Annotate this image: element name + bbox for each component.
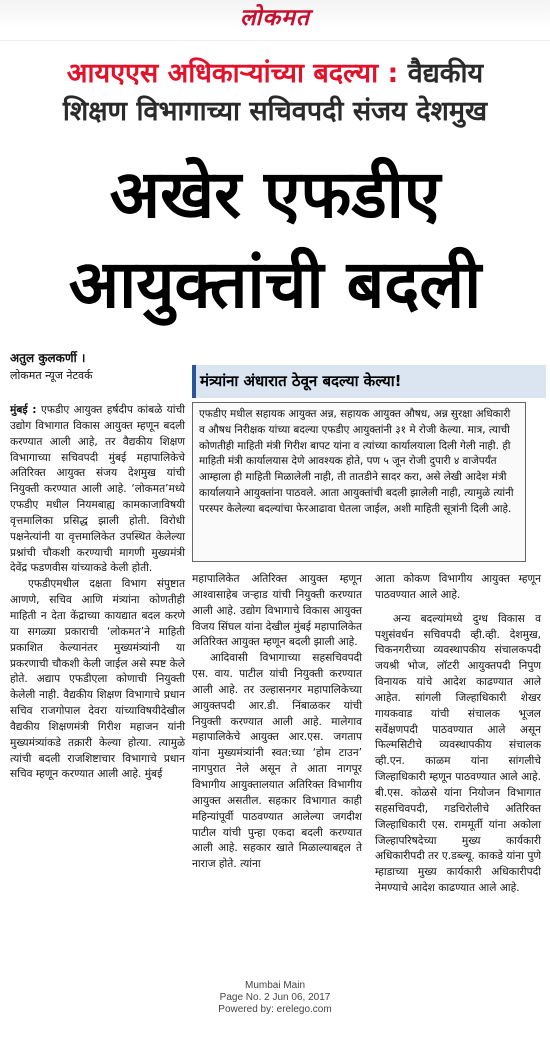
dateline: मुंबई :: [10, 404, 37, 416]
kicker-line-2: शिक्षण विभागाच्या सचिवपदी संजय देशमुख: [62, 96, 488, 127]
kicker-black-text: वैद्यकीय: [398, 58, 484, 89]
lokmat-logo: लोकमत: [239, 4, 311, 31]
article-column-2: [192, 572, 362, 873]
page-date-label: Page No. 2 Jun 06, 2017: [219, 992, 331, 1003]
column-1-paragraph-2: एफडीएमधील दक्षता विभाग संपुष्टात आणणे, सचिव आणि मंत्र्यांना कोणतीही माहिती न देता केंद्राच्या कायद्यात बदल करणे या सगळ्या प्रकाराची ‘लोकमत’ने माहिती प्रकाशित केल्यानंतर मुख्यमंत्र्यांनी या प्रकरणाची चौकशी केली जाईल असे स्पष्ट केले होते. अद्याप एफडीएला कोणाची नियुक्ती केलेली नाही. वैद्यकीय शिक्षण विभागाचे प्रधान सचिव राजगोपाल देवरा यांच्याविषयीदेखील वैद्यकीय शिक्षणमंत्री गिरीश महाजन यांनी मुख्यमंत्र्यांकडे तक्रारी केल्या होत्या. त्यामुळे त्यांची बदली राजशिष्टाचार विभागाचे प्रधान सचिव म्हणून करण्यात आली आहे. मुंबई: [10, 578, 185, 781]
column-3-paragraph-2: अन्य बदल्यांमध्ये दुग्ध विकास व पशुसंवर्धन सचिवपदी व्ही.व्ही. देशमुख, चिकनगरीच्या व्यवस्थापकीय संचालकपदी जयश्री भोज, लॉटरी आयुक्तपदी निपुण विनायक यांचे आदेश काढण्यात आले आहेत. सांगली जिल्हाधिकारी शेखर गायकवाड यांची संचालक भूजल सर्वेक्षणपदी पाठवण्यात आले असून फिल्मसिटीचे व्यवस्थापकीय संचालक व्ही.एन. काळम यांना सांगलीचे जिल्हाधिकारी म्हणून पाठवण्यात आले आहे. बी.एस. कोळसे यांना नियोजन विभागात सहसचिवपदी, गडचिरोलीचे अतिरिक्त जिल्हाधिकारी एस. राममूर्ती यांना अकोला जिल्हापरिषदेच्या मुख्य कार्यकारी अधिकारीपदी तर ए.डब्ल्यू. काकडे यांना पुणे म्हाडाच्या मुख्य कार्यकारी अधिकारीपदी नेमण्याचे आदेश काढण्यात आले आहे.: [375, 612, 541, 895]
article-column-3: [375, 572, 541, 897]
masthead: [0, 0, 550, 41]
column-2-paragraph-1: महापालिकेत अतिरिक्त आयुक्त म्हणून आश्वासाहेब जऱ्हाड यांची नियुक्ती करण्यात आली आहे. उद्योग विभागाचे विकास आयुक्त विजय सिंघल यांना देखील मुंबई महापालिकेत अतिरिक्त आयुक्त म्हणून बदली झाली आहे.: [192, 573, 362, 649]
edition-label: Mumbai Main: [244, 980, 306, 991]
byline-agency: लोकमत न्यूज नेटवर्क: [10, 369, 93, 382]
byline: [10, 350, 185, 384]
boxed-sidebar: [192, 402, 526, 562]
column-3-paragraph-1: आता कोकण विभागीय आयुक्त म्हणून पाठवण्यात आले आहे.: [375, 573, 541, 601]
headline-line-2: आयुक्तांची बदली: [68, 246, 482, 323]
headline-line-1: अखेर एफडीए: [109, 156, 441, 233]
subheading: मंत्र्यांना अंधारात ठेवून बदल्या केल्या!: [200, 372, 402, 390]
column-1-paragraph-1: एफडीए आयुक्त हर्षदीप कांबळे यांची उद्योग विभागात विकास आयुक्त म्हणून बदली करण्यात आली आहे, तर वैद्यकीय शिक्षण विभागाच्या सचिवपदी मुंबई महापालिकेचे अतिरिक्त आयुक्त संजय देशमुख यांची नियुक्ती करण्यात आली आहे. ‘लोकमत’मध्ये एफडीए मधील नियमबाह्य कामकाजाविषयी वृत्तमालिका प्रसिद्ध झाली होती. विरोधी पक्षनेत्यांनी या वृत्तमालिकेत उपस्थित केलेल्या प्रश्नांची चौकशी करण्याची मागणी मुख्यमंत्री देवेंद्र फडणवीस यांच्याकडे केली होती.: [10, 404, 185, 575]
kicker-line-1: [10, 56, 540, 92]
byline-name: अतुल कुलकर्णी ।: [10, 351, 86, 365]
article-column-1: [10, 403, 185, 783]
boxed-text: एफडीए मधील सहायक आयुक्त अन्न, सहायक आयुक्त औषध, अन्न सुरक्षा अधिकारी व औषध निरीक्षक यांच्या बदल्या एफडीए आयुक्तांनी ३१ मे रोजी केल्या. मात्र, त्याची कोणतीही माहिती मंत्री गिरीश बापट यांना व त्यांच्या कार्यालयाला दिली गेली नाही. ही माहिती मंत्री कार्यालयास देणे आवश्यक होते, पण ५ जून रोजी दुपारी ४ वाजेपर्यंत आम्हाला ही माहिती मिळालेली नाही, ती तातडीने सादर करा, असे लेखी आदेश मंत्री कार्यालयाने आयुक्तांना पाठवले. आता आयुक्तांची बदली झालेली नाही, त्यामुळे त्यांनी परस्पर केलेल्या बदल्यांचा फेरआढावा घेतला जाईल, अशी माहिती सूत्रांनी दिली आहे.: [199, 408, 514, 515]
powered-by-link[interactable]: Powered by: erelego.com: [218, 1004, 332, 1015]
page-footer: [0, 980, 550, 1016]
kicker-red-text: आयएएस अधिकाऱ्यांच्या बदल्या :: [66, 58, 399, 89]
column-2-paragraph-2: आदिवासी विभागाच्या सहसचिवपदी एस. वाय. पाटील यांची नियुक्ती करण्यात आली आहे. तर उल्हासनगर महापालिकेच्या आयुक्तपदी आर.डी. निंबाळकर यांची नियुक्ती करण्यात आली आहे. मालेगाव महापालिकेचे आयुक्त आर.एस. जगताप यांना मुख्यमंत्र्यांनी स्वत:च्या ‘होम टाउन’ नागपुरात नेले असून ते आता नागपूर विभागीय आयुक्तालयात अतिरिक्त विभागीय आयुक्त असतील. सहकार विभागात काही महिन्यांपूर्वी पाठवण्यात आलेल्या जगदीश पाटील यांची पुन्हा एकदा बदली करण्यात आली आहे. सहकार खाते मिळाल्याबद्दल ते नाराज होते. त्यांना: [192, 652, 362, 871]
